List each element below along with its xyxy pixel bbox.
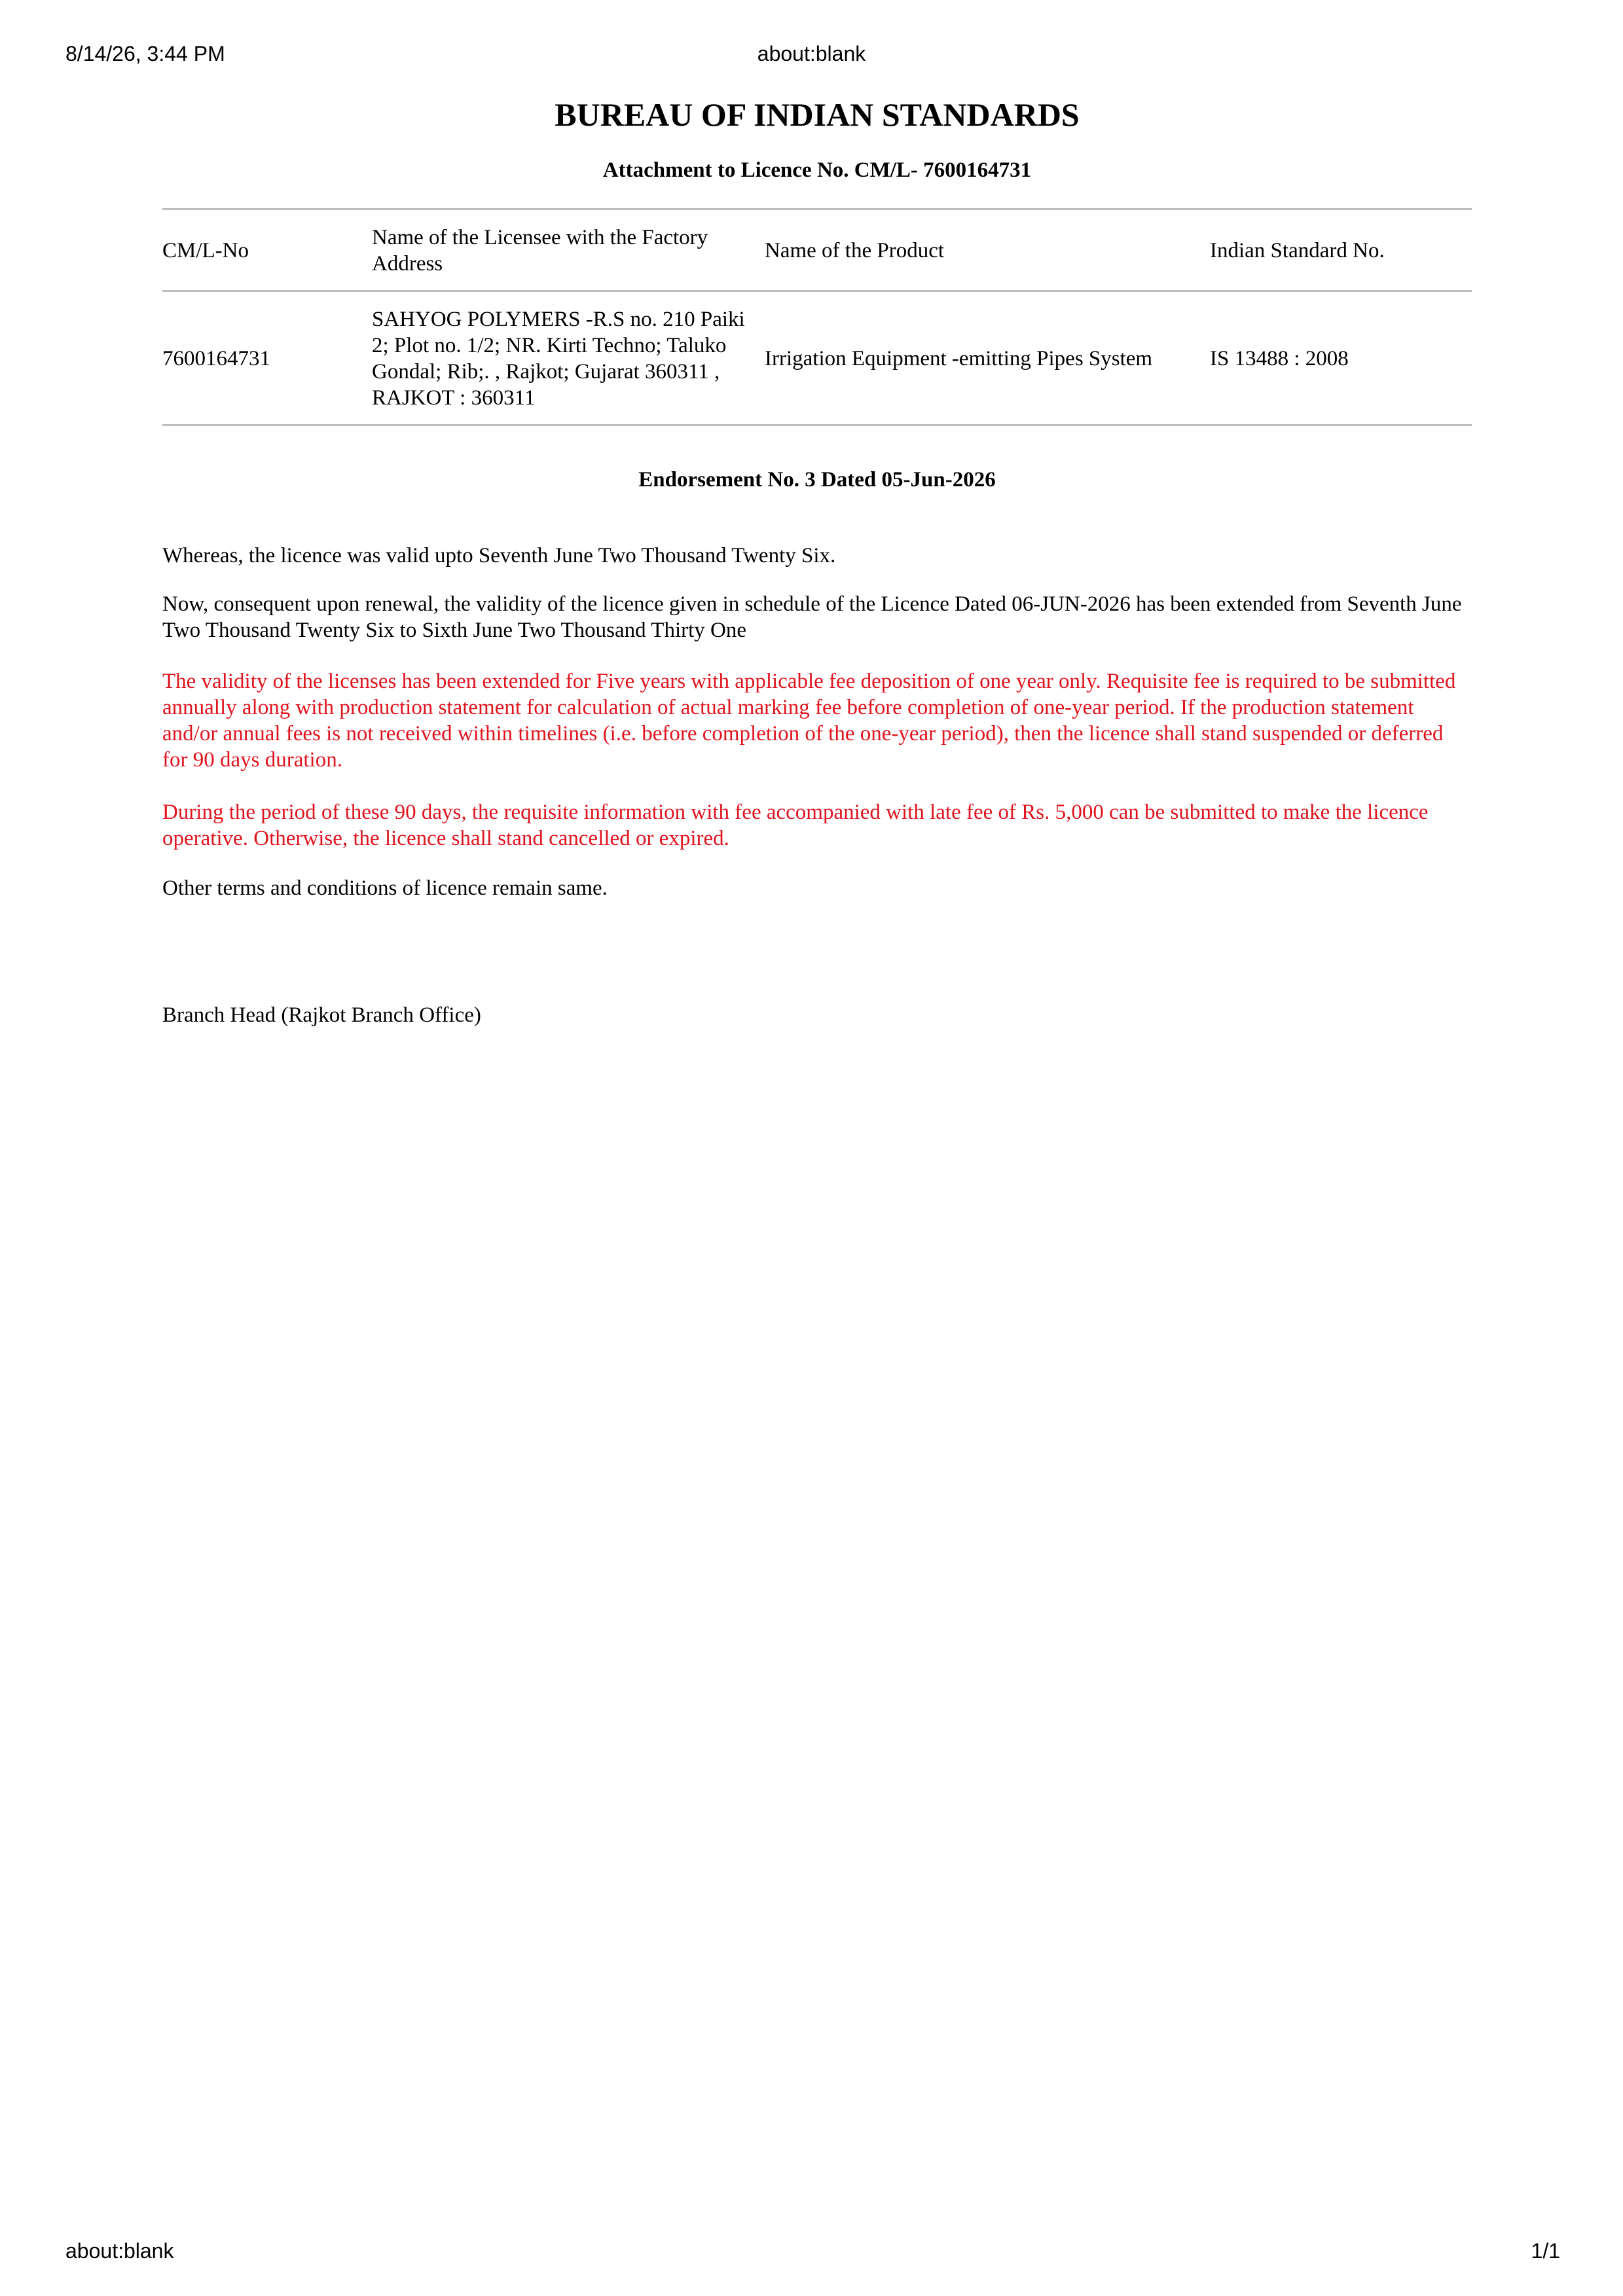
column-header-product: Name of the Product xyxy=(765,239,945,262)
cell-product-name: Irrigation Equipment -emitting Pipes System xyxy=(765,347,1153,370)
page-number: 1/1 xyxy=(1531,2239,1560,2263)
print-header xyxy=(0,42,1623,68)
cell-standard-no: IS 13488 : 2008 xyxy=(1210,347,1349,370)
licence-table-header xyxy=(162,209,1472,291)
print-datetime: 8/14/26, 3:44 PM xyxy=(65,42,225,65)
table-row xyxy=(162,291,1472,425)
table-header-row xyxy=(162,209,1472,291)
terms-statement: Other terms and conditions of licence remain same. xyxy=(162,876,608,900)
column-header-standard: Indian Standard No. xyxy=(1210,239,1385,262)
licence-table-body xyxy=(162,291,1472,425)
document-body xyxy=(162,85,1472,1028)
cell-licensee-address: SAHYOG POLYMERS -R.S no. 210 Paiki 2; Plot no. 1/2; NR. Kirti Techno; Taluko Gondal; Rib;. , Rajkot; Gujarat 360311 , RAJKOT : 360311 xyxy=(372,308,745,410)
print-footer xyxy=(0,2239,1623,2265)
fee-notice: The validity of the licenses has been extended for Five years with applicable fee deposition of one year only. Requisite fee is required to be submitted annually along with production statement for calculation of actual marking fee before completion of one-year period. If the production statement and/or annual fees is not received within timelines (i.e. before completion of the one-year period), then the licence shall stand suspended or deferred for 90 days duration. xyxy=(162,670,1456,772)
validity-statement: Whereas, the licence was valid upto Seventh June Two Thousand Twenty Six. xyxy=(162,544,836,567)
licence-table xyxy=(162,208,1472,426)
print-footer-url: about:blank xyxy=(65,2239,174,2263)
column-header-licensee: Name of the Licensee with the Factory Address xyxy=(372,226,708,276)
signatory: Branch Head (Rajkot Branch Office) xyxy=(162,1003,481,1027)
column-header-cml-no: CM/L-No xyxy=(162,239,249,262)
endorsement-heading: Endorsement No. 3 Dated 05-Jun-2026 xyxy=(638,468,996,492)
document-title: BUREAU OF INDIAN STANDARDS xyxy=(555,96,1080,133)
cell-cml-no: 7600164731 xyxy=(162,347,270,370)
renewal-statement: Now, consequent upon renewal, the validity of the licence given in schedule of the Licence Dated 06-JUN-2026 has been extended from Seventh June Two Thousand Twenty Six to Sixth June Two Thousand Thirty One xyxy=(162,592,1462,642)
licence-attachment-heading: Attachment to Licence No. CM/L- 7600164731 xyxy=(602,158,1032,182)
late-fee-notice: During the period of these 90 days, the requisite information with fee accompanied with late fee of Rs. 5,000 can be submitted to make the licence operative. Otherwise, the licence shall stand cancelled or expired. xyxy=(162,800,1429,850)
print-header-url: about:blank xyxy=(757,42,866,65)
